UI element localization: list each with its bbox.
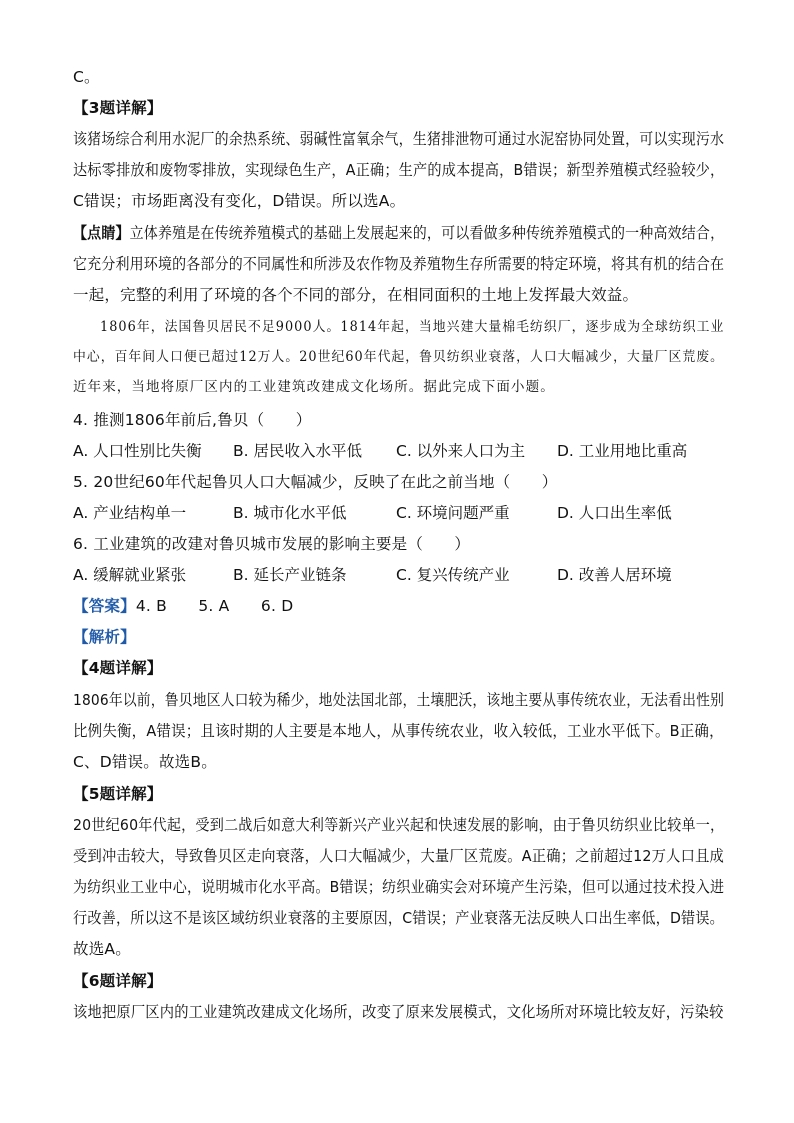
passage-line: 近年来，当地将原厂区内的工业建筑改建成文化场所。据此完成下面小题。 bbox=[73, 379, 555, 395]
option-5d: D. 人口出生率低 bbox=[557, 504, 672, 522]
option-5c: C. 环境问题严重 bbox=[396, 504, 510, 522]
answer-values: 4. B 5. A 6. D bbox=[135, 597, 294, 615]
option-6a: A. 缓解就业紧张 bbox=[73, 566, 187, 584]
text-line: 故选A。 bbox=[73, 940, 131, 958]
section-heading: 【5题详解】 bbox=[73, 785, 163, 803]
question-5: 5. 20世纪60年代起鲁贝人口大幅减少，反映了在此之前当地（ ） bbox=[73, 473, 558, 491]
option-5b: B. 城市化水平低 bbox=[233, 504, 347, 522]
text-line: 达标零排放和废物零排放，实现绿色生产，A正确；生产的成本提高，B错误；新型养殖模式经验较少， bbox=[73, 161, 725, 179]
tip-heading: 【点睛】 bbox=[73, 224, 130, 242]
option-6b: B. 延长产业链条 bbox=[233, 566, 347, 584]
option-4a: A. 人口性别比失衡 bbox=[73, 442, 202, 460]
text-line: 它充分利用环境的各部分的不同属性和所涉及农作物及养殖物生存所需要的特定环境，将其有机的结合在 bbox=[73, 255, 725, 273]
answer-tag: 【答案】 bbox=[73, 597, 136, 615]
text-line: 1806年以前，鲁贝地区人口较为稀少，地处法国北部，土壤肥沃，该地主要从事传统农业，无法看出性别 bbox=[73, 691, 725, 709]
answer-line bbox=[73, 595, 293, 617]
text-line: 比例失衡，A错误；且该时期的人主要是本地人，从事传统农业，收入较低，工业水平低下。B正确， bbox=[73, 722, 724, 740]
section-heading: 【3题详解】 bbox=[73, 99, 163, 117]
question-4: 4. 推测1806年前后,鲁贝（ ） bbox=[73, 411, 312, 429]
passage-line: 中心，百年间人口便已超过12万人。20世纪60年代起，鲁贝纺织业衰落，人口大幅减少，大量厂区荒废。 bbox=[73, 349, 724, 365]
option-6c: C. 复兴传统产业 bbox=[396, 566, 510, 584]
text-line: C。 bbox=[73, 68, 100, 86]
text-line: 为纺织业工业中心，说明城市化水平高。B错误；纺织业确实会对环境产生污染，但可以通过技术投入进 bbox=[73, 878, 725, 896]
text-line: 该猪场综合利用水泥厂的余热系统、弱碱性富氧余气，生猪排泄物可通过水泥窑协同处置，可以实现污水 bbox=[73, 130, 725, 148]
option-5a: A. 产业结构单一 bbox=[73, 504, 187, 522]
option-4b: B. 居民收入水平低 bbox=[233, 442, 362, 460]
text-line: 行改善，所以这不是该区域纺织业衰落的主要原因，C错误；产业衰落无法反映人口出生率低，D错误。 bbox=[73, 909, 724, 927]
section-heading: 【6题详解】 bbox=[73, 972, 163, 990]
text-line: 20世纪60年代起，受到二战后如意大利等新兴产业兴起和快速发展的影响，由于鲁贝纺织业比较单一， bbox=[73, 816, 725, 834]
text-line: 该地把原厂区内的工业建筑改建成文化场所，改变了原来发展模式，文化场所对环境比较友好，污染较 bbox=[73, 1003, 724, 1021]
text-line: C、D错误。故选B。 bbox=[73, 753, 217, 771]
text-line: 受到冲击较大，导致鲁贝区走向衰落，人口大幅减少，大量厂区荒废。A正确；之前超过12万人口且成 bbox=[73, 847, 725, 865]
analysis-heading: 【解析】 bbox=[73, 628, 136, 646]
option-4c: C. 以外来人口为主 bbox=[396, 442, 526, 460]
option-4d: D. 工业用地比重高 bbox=[557, 442, 688, 460]
tip-text: 立体养殖是在传统养殖模式的基础上发展起来的，可以看做多种传统养殖模式的一种高效结合， bbox=[129, 224, 725, 242]
option-6d: D. 改善人居环境 bbox=[557, 566, 672, 584]
section-heading: 【4题详解】 bbox=[73, 659, 163, 677]
question-6: 6. 工业建筑的改建对鲁贝城市发展的影响主要是（ ） bbox=[73, 535, 471, 553]
text-line: C错误；市场距离没有变化，D错误。所以选A。 bbox=[73, 192, 406, 210]
passage-line: 1806年，法国鲁贝居民不足9000人。1814年起，当地兴建大量棉毛纺织厂，逐步成为全球纺织工业 bbox=[100, 319, 725, 335]
text-line: 一起，完整的利用了环境的各个不同的部分，在相同面积的土地上发挥最大效益。 bbox=[73, 286, 639, 304]
text-line bbox=[73, 222, 724, 244]
